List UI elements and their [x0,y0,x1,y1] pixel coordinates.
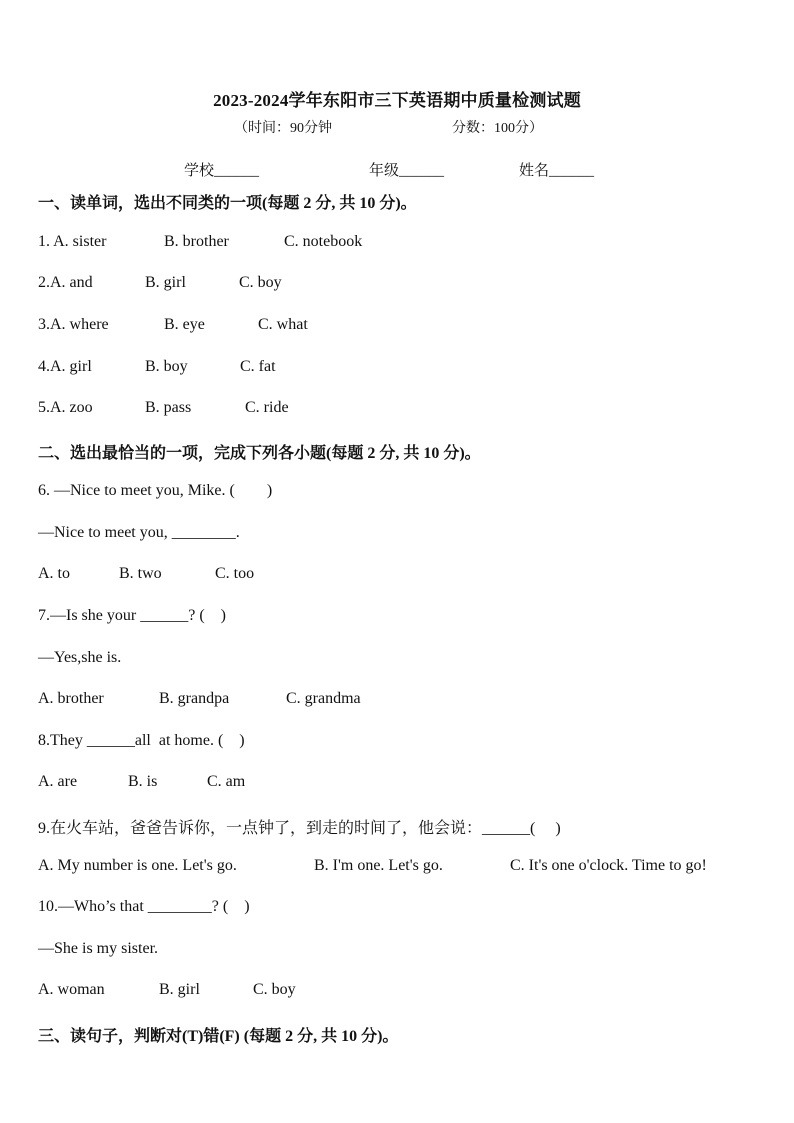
q10-prompt: 10.—Who’s that ________? ( ) [38,898,250,915]
q3-option-c: C. what [258,316,308,333]
q7-prompt: 7.—Is she your ______? ( ) [38,607,226,624]
q4-option-c: C. fat [240,358,276,375]
name-field: 姓名______ [519,163,595,179]
q9-option-b: B. I'm one. Let's go. [314,857,443,874]
q8-option-b: B. is [128,773,158,790]
exam-time: （时间：90分钟 [234,121,332,136]
q6-response: —Nice to meet you, ________. [38,524,240,541]
q8-option-a: A. are [38,773,78,790]
q1-option-b: B. brother [164,233,229,250]
q10-response: —She is my sister. [38,940,159,957]
q6-option-c: C. too [215,565,255,582]
q10-option-c: C. boy [253,981,296,998]
q1-option-c: C. notebook [284,233,363,250]
section3-heading: 三、读句子，判断对(T)错(F) (每题 2 分, 共 10 分)。 [38,1028,399,1045]
exam-score: 分数：100分） [452,121,543,136]
q7-option-c: C. grandma [286,690,361,707]
q10-option-a: A. woman [38,981,105,998]
q9-option-a: A. My number is one. Let's go. [38,857,237,874]
q3-option-b: B. eye [164,316,205,333]
q5-option-a: 5.A. zoo [38,399,93,416]
q5-option-b: B. pass [145,399,192,416]
section2-heading: 二、选出最恰当的一项，完成下列各小题(每题 2 分, 共 10 分)。 [38,445,481,462]
q6-option-b: B. two [119,565,162,582]
q7-option-b: B. grandpa [159,690,230,707]
q8-prompt: 8.They ______all at home. ( ) [38,732,245,749]
exam-title: 2023-2024学年东阳市三下英语期中质量检测试题 [213,91,581,110]
q7-option-a: A. brother [38,690,104,707]
grade-field: 年级______ [369,163,445,179]
q1-option-a: 1. A. sister [38,233,107,250]
q7-response: —Yes,she is. [38,649,122,666]
q3-option-a: 3.A. where [38,316,109,333]
section1-heading: 一、读单词，选出不同类的一项(每题 2 分, 共 10 分)。 [38,195,417,212]
q4-option-b: B. boy [145,358,188,375]
q2-option-c: C. boy [239,274,282,291]
q2-option-b: B. girl [145,274,186,291]
q9-prompt: 9.在火车站，爸爸告诉你，一点钟了，到走的时间了，他会说：______( ) [38,820,561,837]
school-field: 学校______ [184,163,260,179]
q6-prompt: 6. —Nice to meet you, Mike. ( ) [38,482,273,499]
q2-option-a: 2.A. and [38,274,93,291]
q8-option-c: C. am [207,773,246,790]
q4-option-a: 4.A. girl [38,358,92,375]
q10-option-b: B. girl [159,981,200,998]
q5-option-c: C. ride [245,399,289,416]
q6-option-a: A. to [38,565,70,582]
q9-option-c: C. It's one o'clock. Time to go! [510,857,707,874]
